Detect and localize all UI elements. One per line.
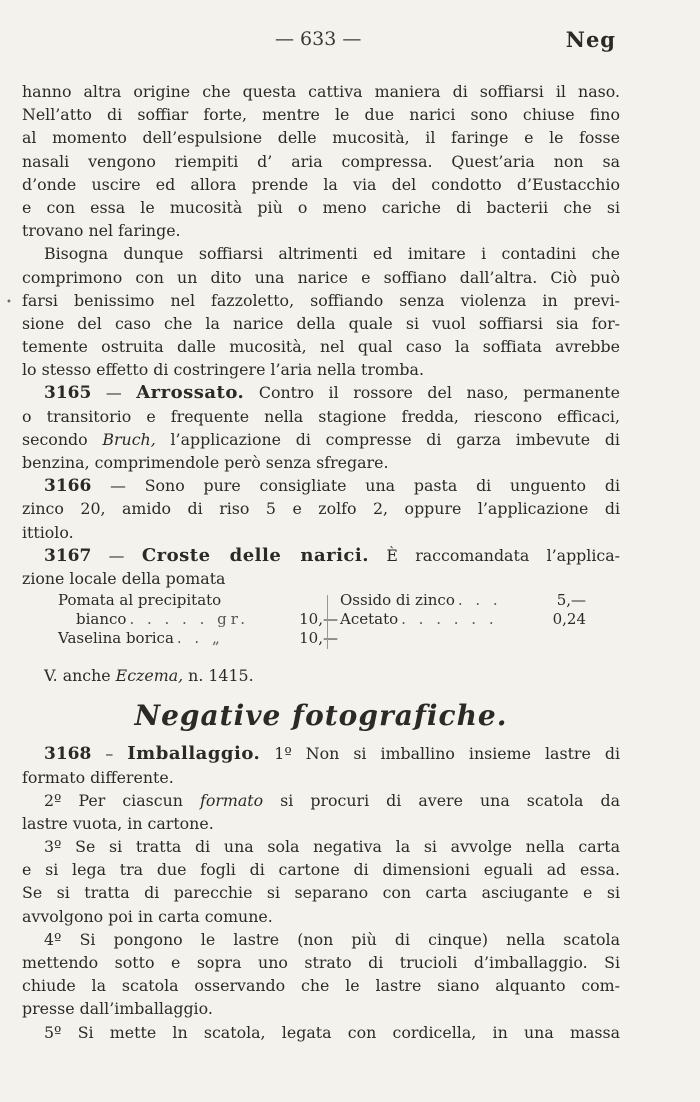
paragraph-1 [22, 80, 620, 242]
text-line [22, 381, 620, 404]
entry-title: Croste delle narici. [141, 544, 369, 566]
recipe-right-column [340, 591, 586, 629]
text-segment: 2º Per ciascun [44, 790, 200, 810]
ingredient-qty: 10,— [299, 629, 338, 648]
text-segment: n. 1415. [183, 666, 254, 686]
entry-dash: – [91, 744, 128, 764]
text-segment: secondo [22, 429, 103, 449]
ingredient-qty: 10,— [299, 610, 338, 629]
column-separator [327, 595, 328, 649]
text-line: trovano nel faringe. [22, 221, 181, 241]
ingredient-name: Pomata al precipitato [58, 591, 222, 610]
text-line: o transitorio e frequente nella stagione fredda, riescono efficaci, [22, 406, 620, 426]
recipe-row [58, 591, 338, 610]
leader-dots: . . . . . . [401, 610, 498, 629]
text-line [22, 428, 620, 451]
entry-number: 3165 [44, 383, 92, 404]
text-line: al momento dell’espulsione delle mucosità, il faringe e le fosse [22, 128, 620, 148]
text-line: comprimono con un dito una narice e soffiano dall’altra. Ciò può [22, 267, 620, 287]
text-line: e si lega tra due fogli di cartone di dimensioni eguali ad essa. [22, 860, 620, 880]
entry-3166 [22, 474, 620, 544]
text-line: Bisogna dunque soffiarsi altrimenti ed imitare i contadini che [44, 244, 620, 264]
entry-title: Imballaggio. [127, 743, 261, 765]
italic-term: formato [199, 790, 264, 810]
text-line: Nell’atto di soffiar forte, mentre le due narici sono chiuse fino [22, 105, 620, 125]
entry-dash: — [91, 383, 137, 403]
recipe-table [22, 591, 620, 661]
ingredient-name: Ossido di zinco [340, 591, 455, 610]
entry-title: Arrossato. [136, 382, 245, 404]
entry-3168 [22, 742, 620, 1043]
text-line: e con essa le mucosità più o meno cariche di bacterii che si [22, 197, 620, 217]
entry-text: 1º Non si imballino insieme lastre di [260, 744, 620, 764]
text-line: zione locale della pomata [22, 568, 226, 588]
entry-text: — Sono pure consigliate una pasta di unguento di [91, 476, 620, 496]
recipe-row [340, 610, 586, 629]
recipe-row [58, 629, 338, 648]
entry-number: 3166 [44, 476, 92, 497]
recipe-row [58, 610, 338, 629]
page-body [22, 80, 620, 1044]
text-line: lo stesso effetto di costringere l’aria nella tromba. [22, 360, 424, 380]
text-line: presse dall’imballaggio. [22, 999, 213, 1019]
text-line [22, 789, 620, 812]
ingredient-name: bianco [76, 610, 127, 629]
page-number: — 633 — [275, 28, 362, 50]
text-line: nasali vengono riempiti d’ aria compressa. Quest’aria non sa [22, 151, 620, 171]
text-line [22, 544, 620, 567]
leader-dots: . . „ [176, 629, 224, 648]
leader-dots: . . . [457, 591, 502, 610]
text-segment: V. anche [44, 666, 116, 686]
text-line: temente ostruita dalle mucosità, nel qual caso la soffiata avrebbe [22, 337, 620, 357]
text-line: mettendo sotto e sopra uno strato di trucioli d’imballaggio. Si [22, 953, 620, 972]
cross-reference: Eczema, [115, 666, 184, 686]
entry-text: Contro il rossore del naso, permanente [244, 383, 620, 403]
page-header [0, 28, 700, 54]
section-heading: Negative fotografiche. [134, 699, 508, 733]
text-line: 4º Si pongono le lastre (non più di cinque) nella scatola [44, 929, 620, 949]
entry-text: È raccomandata l’applica- [369, 545, 620, 565]
text-line: formato differente. [22, 767, 174, 787]
text-line: 3º Se si tratta di una sola negativa la si avvolge nella carta [44, 837, 620, 857]
entry-3167 [22, 544, 620, 590]
text-segment: si procuri di avere una scatola da [263, 790, 620, 810]
ingredient-qty: 0,24 [552, 610, 586, 629]
text-line: farsi benissimo nel fazzoletto, soffiando senza violenza in previ- [22, 290, 620, 310]
ingredient-name: Vaselina borica [58, 629, 174, 648]
text-line: Se si tratta di parecchie si separano con carta asciugante e si [22, 883, 620, 903]
recipe-row [340, 591, 586, 610]
text-line: zinco 20, amido di riso 5 e zolfo 2, oppure l’applicazione di [22, 499, 620, 519]
text-line: benzina, comprimendole però senza sfregare. [22, 453, 389, 472]
text-segment: l’applicazione di compresse di garza imbevute di [155, 429, 620, 449]
see-also [44, 664, 620, 687]
text-line: avvolgono poi in carta comune. [22, 906, 273, 926]
text-line: lastre vuota, in cartone. [22, 813, 214, 833]
entry-number: 3167 [44, 545, 92, 566]
text-line: d’onde uscire ed allora prende la via del condotto d’Eustacchio [22, 174, 620, 194]
paragraph-2 [22, 242, 620, 381]
ingredient-qty: 5,— [556, 591, 586, 610]
text-line [22, 742, 620, 765]
text-line [22, 474, 620, 497]
text-line: hanno altra origine che questa cattiva maniera di soffiarsi il naso. [22, 82, 620, 101]
entry-3165 [22, 381, 620, 474]
text-line: sione del caso che la narice della quale si vuol soffiarsi sia for- [22, 313, 620, 333]
text-line: ittiolo. [22, 522, 74, 542]
ingredient-name: Acetato [340, 610, 399, 629]
text-line: chiude la scatola osservando che le lastre siano alquanto com- [22, 976, 620, 996]
recipe-left-column [58, 591, 338, 648]
running-head: Neg [565, 27, 616, 52]
entry-number: 3168 [44, 744, 92, 765]
entry-dash: — [91, 545, 142, 565]
leader-dots: . . . . . gr. [129, 610, 250, 629]
margin-mark: • [6, 297, 12, 308]
text-line: 5º Si mette ln scatola, legata con cordicella, in una massa [44, 1022, 620, 1042]
italic-author: Bruch, [102, 429, 156, 449]
